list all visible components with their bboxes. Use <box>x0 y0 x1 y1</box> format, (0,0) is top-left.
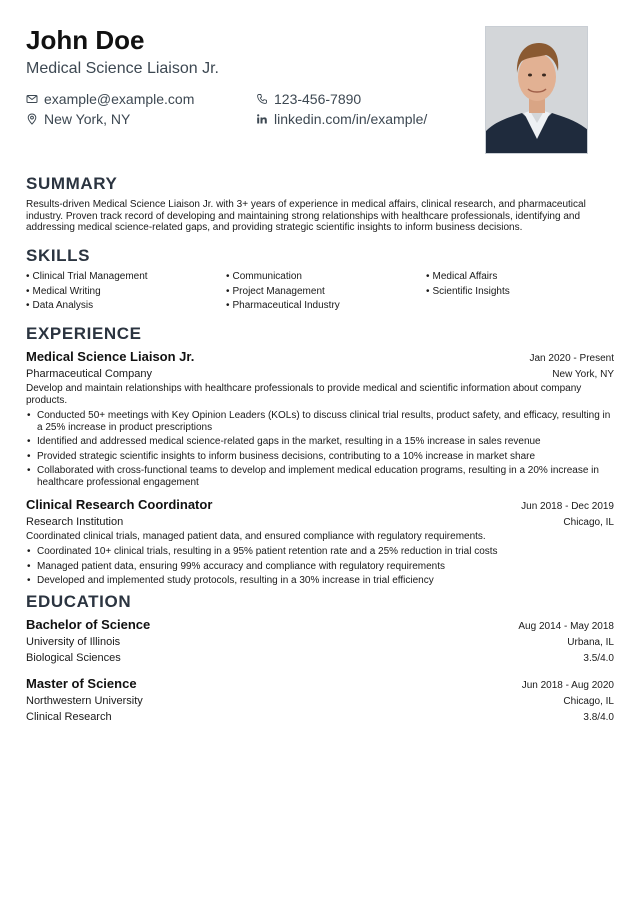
experience-heading: EXPERIENCE <box>26 324 142 343</box>
profile-photo <box>485 26 588 154</box>
job-bullets <box>26 410 614 488</box>
job-bullet: • Managed patient data, ensuring 99% accuracy and compliance with regulatory requirements <box>26 561 614 573</box>
job-bullet: • Provided strategic scientific insights to inform business decisions, contributing to a 10% increase in market share <box>26 451 614 463</box>
skills-heading: SKILLS <box>26 246 91 265</box>
location-pin-icon <box>26 113 38 125</box>
job-dates: Jan 2020 - Present <box>529 353 614 364</box>
candidate-title: Medical Science Liaison Jr. <box>26 60 219 77</box>
job-bullet: • Developed and implemented study protocols, resulting in a 30% increase in trial efficiency <box>26 575 614 587</box>
location-contact <box>26 109 256 128</box>
job-bullets <box>26 546 614 587</box>
phone-contact[interactable] <box>256 89 486 108</box>
location-text: New York, NY <box>44 110 131 127</box>
job-description: Develop and maintain relationships with healthcare professionals to provide medical and scientific information about company products. <box>26 383 582 406</box>
skills-list <box>26 271 614 313</box>
school-location: Chicago, IL <box>563 696 614 707</box>
skill-item: • Scientific Insights <box>426 286 614 299</box>
person-portrait-icon <box>486 27 588 154</box>
summary-section <box>26 174 614 234</box>
job-bullet: • Collaborated with cross-functional teams to develop and implement medical education programs, resulting in a 20% increase in healthcare professional engagement <box>26 465 614 488</box>
summary-heading: SUMMARY <box>26 174 118 193</box>
linkedin-icon <box>256 113 268 125</box>
company-name: Pharmaceutical Company <box>26 368 152 380</box>
job-title: Clinical Research Coordinator <box>26 497 213 512</box>
skill-item: • Communication <box>226 271 426 284</box>
school-location: Urbana, IL <box>567 637 614 648</box>
field-of-study: Biological Sciences <box>26 652 121 664</box>
job-dates: Jun 2018 - Dec 2019 <box>521 501 614 512</box>
education-entry <box>26 676 614 725</box>
skill-item: • Clinical Trial Management <box>26 271 226 284</box>
field-of-study: Clinical Research <box>26 711 112 723</box>
job-bullet: • Conducted 50+ meetings with Key Opinion Leaders (KOLs) to discuss clinical trial results, product safety, and efficacy, resulting in a 25% increase in product prescriptions <box>26 410 614 433</box>
phone-icon <box>256 93 268 105</box>
skill-item: • Medical Affairs <box>426 271 614 284</box>
job-title: Medical Science Liaison Jr. <box>26 349 195 364</box>
job-entry <box>26 497 614 587</box>
education-dates: Aug 2014 - May 2018 <box>518 621 614 632</box>
job-location: Chicago, IL <box>563 517 614 528</box>
summary-text: Results-driven Medical Science Liaison Jr. with 3+ years of experience in medical affairs, clinical research, and pharmaceutical industry. Proven track record of developing and maintaining strong relationships with healthcare professionals, identifying and addressing medical science-related gaps, and providing strategic scientific insights to inform business decisions. <box>26 199 586 233</box>
job-location: New York, NY <box>552 369 614 380</box>
skill-item: • Project Management <box>226 286 426 299</box>
school-name: University of Illinois <box>26 636 121 648</box>
linkedin-contact[interactable] <box>256 109 486 128</box>
email-text: example@example.com <box>44 90 195 107</box>
company-name: Research Institution <box>26 516 124 528</box>
skill-item: • Medical Writing <box>26 286 226 299</box>
skill-item: • Data Analysis <box>26 300 226 313</box>
gpa-value: 3.8/4.0 <box>583 712 614 723</box>
degree-name: Master of Science <box>26 676 137 691</box>
degree-name: Bachelor of Science <box>26 617 151 632</box>
phone-text: 123-456-7890 <box>274 90 362 107</box>
mail-icon <box>26 93 38 105</box>
education-section <box>26 592 614 725</box>
job-bullet: • Coordinated 10+ clinical trials, resulting in a 95% patient retention rate and a 25% reduction in trial costs <box>26 546 614 558</box>
candidate-name: John Doe <box>26 25 145 55</box>
job-entry <box>26 349 614 488</box>
job-bullet: • Identified and addressed medical science-related gaps in the market, resulting in a 15% increase in sales revenue <box>26 436 614 448</box>
linkedin-text: linkedin.com/in/example/ <box>274 110 428 127</box>
education-dates: Jun 2018 - Aug 2020 <box>521 680 614 691</box>
school-name: Northwestern University <box>26 695 143 707</box>
gpa-value: 3.5/4.0 <box>583 653 614 664</box>
job-description: Coordinated clinical trials, managed patient data, and ensured compliance with regulatory requirements. <box>26 531 486 542</box>
skill-item: • Pharmaceutical Industry <box>226 300 426 313</box>
email-contact[interactable] <box>26 89 256 108</box>
education-heading: EDUCATION <box>26 592 132 611</box>
skills-section <box>26 246 614 313</box>
education-entry <box>26 617 614 666</box>
experience-section <box>26 324 614 590</box>
